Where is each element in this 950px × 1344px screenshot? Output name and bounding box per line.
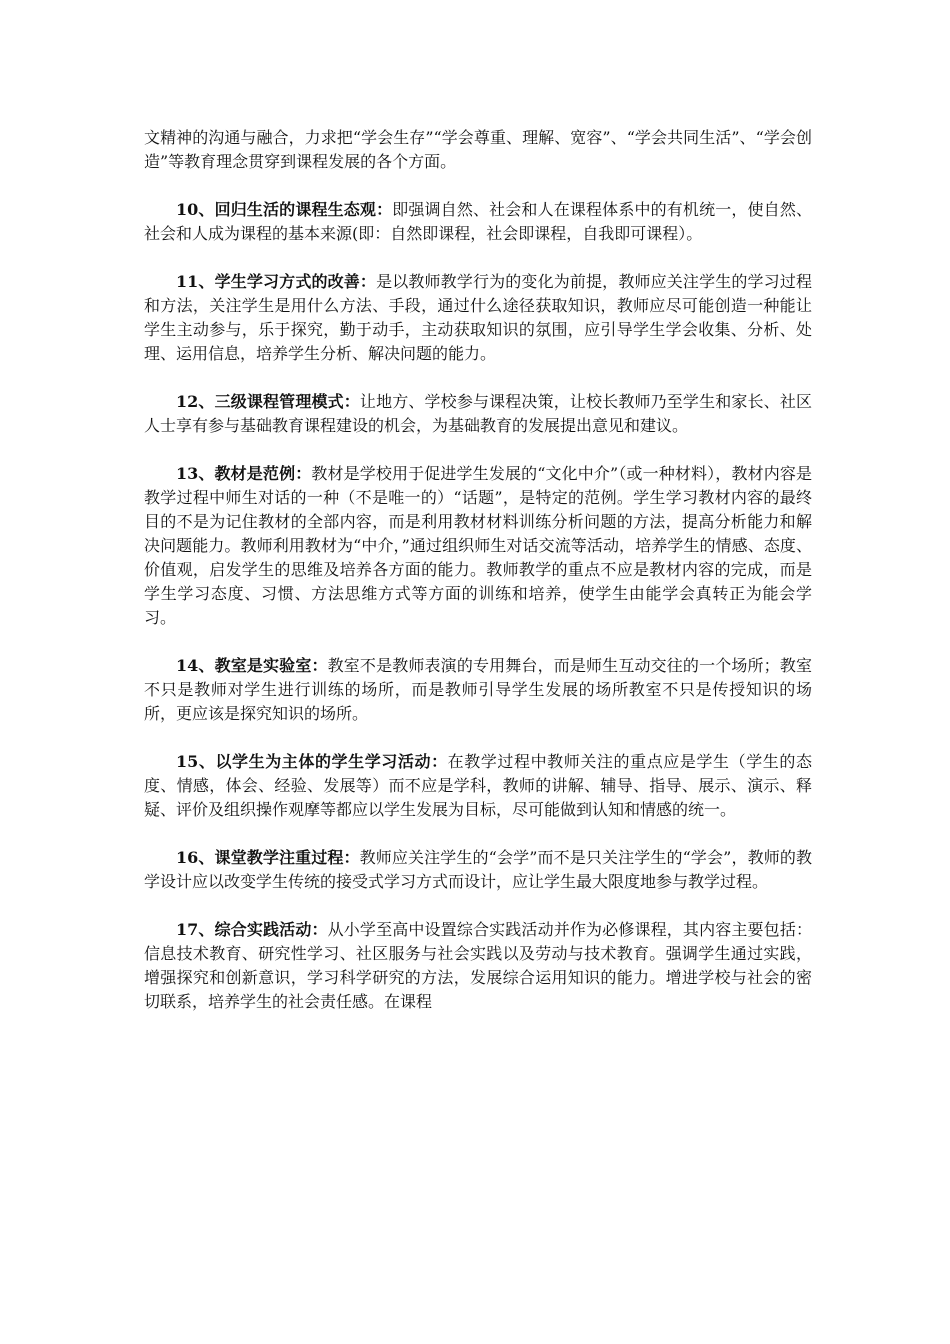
item-11-term: 11、学生学习方式的改善： [176, 272, 377, 291]
item-12-paragraph [144, 390, 812, 438]
item-17-paragraph [144, 918, 812, 1014]
item-14-text: 教室不是教师表演的专用舞台，而是师生互动交往的一个场所；教室不只是教师对学生进行训练的场所，而是教师引导学生发展的场所教室不只是传授知识的场所，更应该是探究知识的场所。 [144, 656, 812, 723]
item-17-text: 从小学至高中设置综合实践活动并作为必修课程，其内容主要包括：信息技术教育、研究性学习、社区服务与社会实践以及劳动与技术教育。强调学生通过实践，增强探究和创新意识，学习科学研究的方法，发展综合运用知识的能力。增进学校与社会的密切联系，培养学生的社会责任感。在课程 [144, 920, 812, 1011]
item-13-text: 教材是学校用于促进学生发展的“文化中介”（或一种材料），教材内容是教学过程中师生对话的一种（不是唯一的）“话题”，是特定的范例。学生学习教材内容的最终目的不是为记住教材的全部内容，而是利用教材材料训练分析问题的方法，提高分析能力和解决问题能力。教师利用教材为“中介，”通过组织师生对话交流等活动，培养学生的情感、态度、价值观，启发学生的思维及培养各方面的能力。教师教学的重点不应是教材内容的完成，而是学生学习态度、习惯、方法思维方式等方面的训练和培养，使学生由能学会真转正为能会学习。 [144, 464, 812, 627]
item-16-term: 16、课堂教学注重过程： [176, 848, 360, 867]
item-12-term: 12、三级课程管理模式： [176, 392, 360, 411]
paragraph-gap [144, 438, 812, 462]
item-10-paragraph [144, 198, 812, 246]
item-13-term: 13、教材是范例： [176, 464, 312, 483]
paragraph-gap [144, 630, 812, 654]
item-12-text: 让地方、学校参与课程决策，让校长教师乃至学生和家长、社区人士享有参与基础教育课程建设的机会，为基础教育的发展提出意见和建议。 [144, 392, 812, 435]
paragraph-gap [144, 894, 812, 918]
item-11-paragraph [144, 270, 812, 366]
item-14-term: 14、教室是实验室： [176, 656, 328, 675]
paragraph-gap [144, 822, 812, 846]
item-17-term: 17、综合实践活动： [176, 920, 328, 939]
item-15-term: 15、以学生为主体的学生学习活动： [176, 752, 448, 771]
item-11-text: 是以教师教学行为的变化为前提，教师应关注学生的学习过程和方法，关注学生是用什么方法、手段，通过什么途径获取知识，教师应尽可能创造一种能让学生主动参与，乐于探究，勤于动手，主动获取知识的氛围，应引导学生学会收集、分析、处理、运用信息，培养学生分析、解决问题的能力。 [144, 272, 812, 363]
paragraph-gap [144, 726, 812, 750]
paragraph-gap [144, 174, 812, 198]
paragraph-gap [144, 246, 812, 270]
item-16-text: 教师应关注学生的“会学”而不是只关注学生的“学会”，教师的教学设计应以改变学生传统的接受式学习方式而设计，应让学生最大限度地参与教学过程。 [144, 848, 812, 891]
item-10-term: 10、回归生活的课程生态观： [176, 200, 393, 219]
item-15-paragraph [144, 750, 812, 822]
item-16-paragraph [144, 846, 812, 894]
item-14-paragraph [144, 654, 812, 726]
item-13-paragraph [144, 462, 812, 630]
intro-paragraph: 文精神的沟通与融合，力求把“学会生存”“学会尊重、理解、宽容”、“学会共同生活”、“学会创造”等教育理念贯穿到课程发展的各个方面。 [144, 128, 812, 171]
item-15-text: 在教学过程中教师关注的重点应是学生（学生的态度、情感，体会、经验、发展等）而不应是学科，教师的讲解、辅导、指导、展示、演示、释疑、评价及组织操作观摩等都应以学生发展为目标，尽可能做到认知和情感的统一。 [144, 752, 812, 819]
document-page [144, 126, 812, 1014]
item-10-text: 即强调自然、社会和人在课程体系中的有机统一，使自然、社会和人成为课程的基本来源(即：自然即课程，社会即课程，自我即可课程）。 [144, 200, 812, 243]
paragraph-gap [144, 366, 812, 390]
